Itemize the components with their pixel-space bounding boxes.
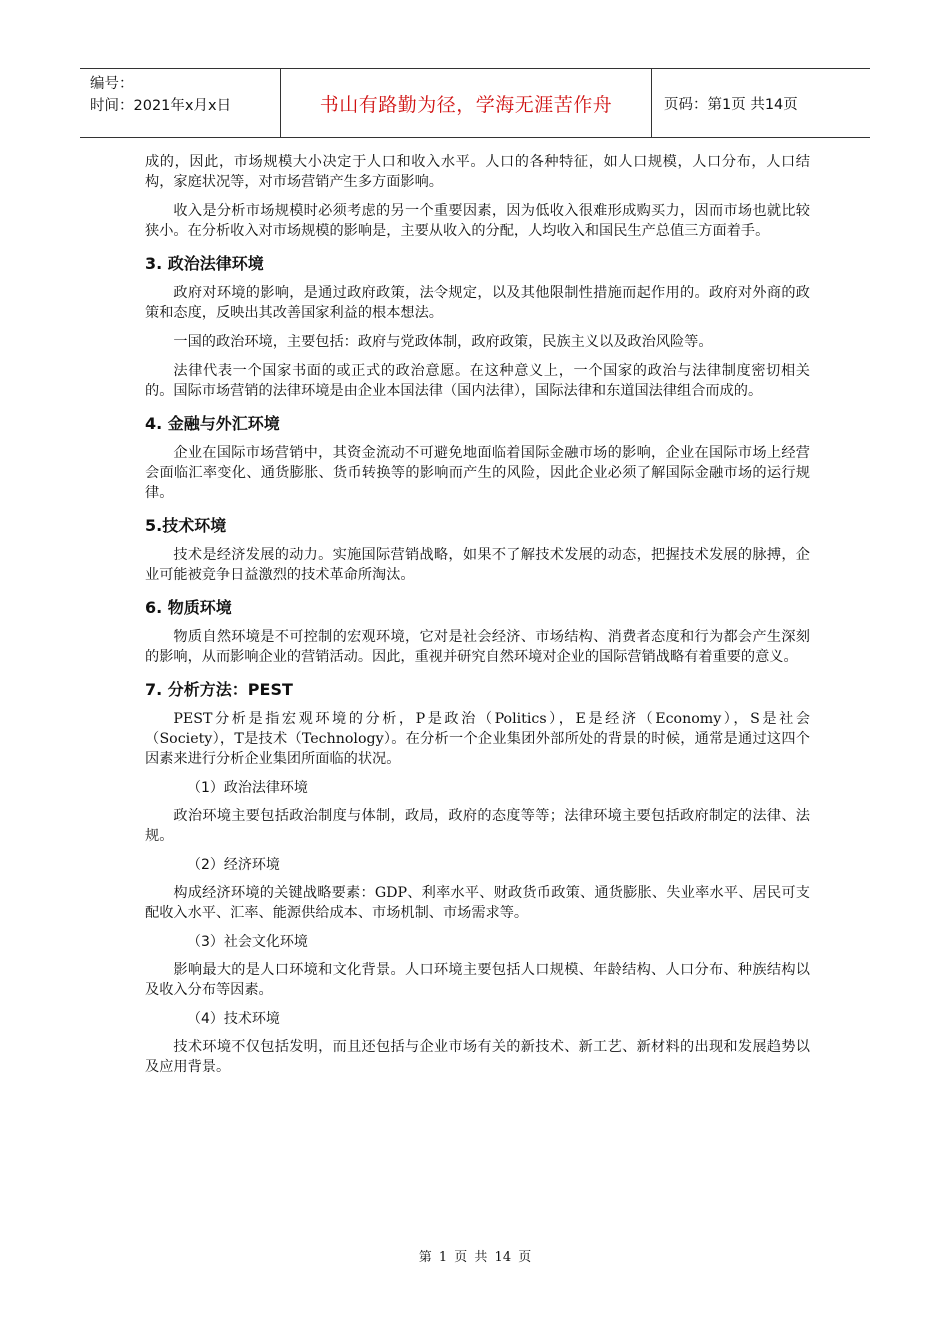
subsection-heading: （2）经济环境 (187, 857, 280, 873)
paragraph: 构成经济环境的关键战略要素：GDP、利率水平、财政货币政策、通货膨胀、失业率水平、居民可支配收入水平、汇率、能源供给成本、市场机制、市场需求等。 (145, 885, 810, 921)
paragraph: 技术是经济发展的动力。实施国际营销战略，如果不了解技术发展的动态，把握技术发展的脉搏，企业可能被竞争日益激烈的技术革命所淘汰。 (145, 547, 810, 583)
section-heading: 7. 分析方法：PEST (145, 680, 293, 699)
subsection-heading: （4）技术环境 (187, 1011, 280, 1027)
paragraph: 物质自然环境是不可控制的宏观环境，它对是社会经济、市场结构、消费者态度和行为都会产生深刻的影响，从而影响企业的营销活动。因此，重视并研究自然环境对企业的国际营销战略有着重要的意义。 (145, 629, 810, 665)
paragraph: 政治环境主要包括政治制度与体制，政局，政府的态度等等；法律环境主要包括政府制定的法律、法规。 (145, 808, 810, 844)
section-heading: 6. 物质环境 (145, 598, 232, 617)
paragraph: PEST分析是指宏观环境的分析，P是政治（Politics），E是经济（Economy），S是社会（Society），T是技术（Technology）。在分析一个企业集团外部所处的背景的时候，通常是通过这四个因素来进行分析企业集团所面临的状况。 (145, 711, 810, 767)
paragraph: 企业在国际市场营销中，其资金流动不可避免地面临着国际金融市场的影响，企业在国际市场上经营会面临汇率变化、通货膨胀、货币转换等的影响而产生的风险，因此企业必须了解国际金融市场的运行规律。 (145, 445, 810, 501)
document-body (145, 152, 810, 1086)
paragraph: 技术环境不仅包括发明，而且还包括与企业市场有关的新技术、新工艺、新材料的出现和发展趋势以及应用背景。 (145, 1039, 810, 1075)
paragraph: 成的，因此，市场规模大小决定于人口和收入水平。人口的各种特征，如人口规模，人口分布，人口结构，家庭状况等，对市场营销产生多方面影响。 (145, 154, 810, 190)
document-number-label: 编号： (90, 76, 134, 92)
page-footer: 第 1 页 共 14 页 (418, 1250, 532, 1265)
section-heading: 5.技术环境 (145, 516, 227, 535)
paragraph: 影响最大的是人口环境和文化背景。人口环境主要包括人口规模、年龄结构、人口分布、种族结构以及收入分布等因素。 (145, 962, 810, 998)
document-date: 时间：2021年x月x日 (90, 98, 232, 114)
header-meta (80, 69, 280, 137)
section-heading: 4. 金融与外汇环境 (145, 414, 280, 433)
subsection-heading: （1）政治法律环境 (187, 780, 308, 796)
paragraph: 法律代表一个国家书面的或正式的政治意愿。在这种意义上，一个国家的政治与法律制度密切相关的。国际市场营销的法律环境是由企业本国法律（国内法律），国际法律和东道国法律组合而成的。 (145, 363, 810, 399)
subsection-heading: （3）社会文化环境 (187, 934, 308, 950)
section-heading: 3. 政治法律环境 (145, 254, 264, 273)
paragraph: 收入是分析市场规模时必须考虑的另一个重要因素，因为低收入很难形成购买力，因而市场也就比较狭小。在分析收入对市场规模的影响是，主要从收入的分配，人均收入和国民生产总值三方面着手。 (145, 203, 810, 239)
header-page-info: 页码：第1页 共14页 (664, 96, 798, 113)
page-header (80, 68, 870, 138)
paragraph: 政府对环境的影响，是通过政府政策，法令规定，以及其他限制性措施而起作用的。政府对外商的政策和态度，反映出其改善国家利益的根本想法。 (145, 285, 810, 321)
header-motto: 书山有路勤为径，学海无涯苦作舟 (280, 69, 652, 137)
paragraph: 一国的政治环境，主要包括：政府与党政体制，政府政策，民族主义以及政治风险等。 (173, 334, 713, 350)
